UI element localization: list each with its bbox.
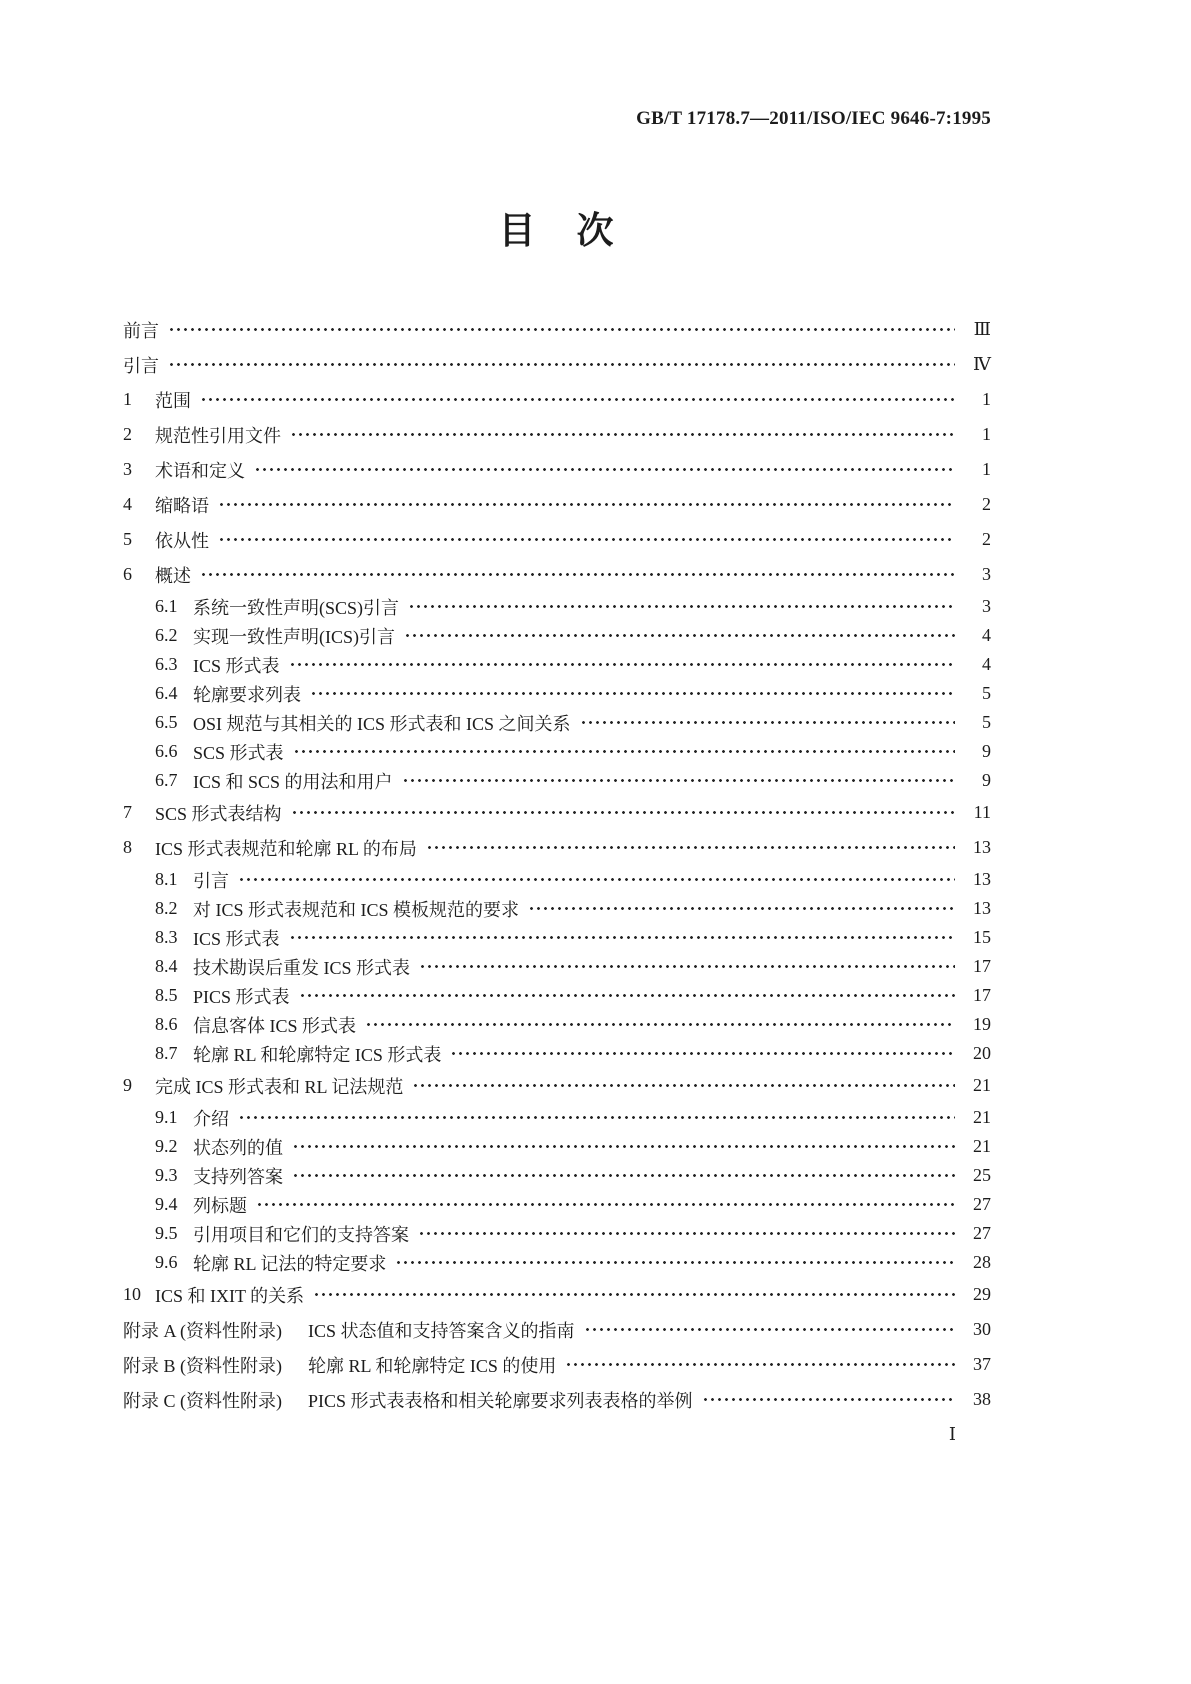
toc-leader-dots <box>580 708 955 737</box>
toc-entry-page: 30 <box>973 1319 991 1339</box>
toc-entry-page: 20 <box>973 1043 991 1063</box>
toc-leader-dots <box>419 952 955 981</box>
toc-entry-title: 缩略语 <box>155 495 209 516</box>
toc-entry-page: 21 <box>973 1107 991 1127</box>
toc-entry-number: 1 <box>123 389 132 409</box>
toc-entry <box>123 1132 991 1161</box>
toc-entry <box>123 1248 991 1277</box>
toc-entry-page: 13 <box>973 869 991 889</box>
toc-entry-title: 前言 <box>123 320 159 341</box>
toc-entry <box>123 347 991 382</box>
toc-entry-page: 28 <box>973 1252 991 1272</box>
toc-leader-dots <box>200 382 955 417</box>
toc-entry-number: 6.1 <box>155 596 178 616</box>
toc-entry-title: ICS 和 IXIT 的关系 <box>155 1285 305 1306</box>
toc-entry-number: 9.5 <box>155 1223 178 1243</box>
toc-entry-title: 引用项目和它们的支持答案 <box>193 1224 409 1245</box>
toc-entry-page: 17 <box>973 985 991 1005</box>
toc-entry <box>123 1161 991 1190</box>
toc-entry-title: 轮廓 RL 和轮廓特定 ICS 形式表 <box>193 1044 442 1065</box>
toc-entry-page: 4 <box>982 625 991 645</box>
toc-entry-page: 9 <box>982 770 991 790</box>
toc-entry-page: 1 <box>982 459 991 479</box>
toc-entry-number: 6.2 <box>155 625 178 645</box>
toc-entry-number: 6 <box>123 564 132 584</box>
toc-leader-dots <box>404 621 955 650</box>
toc-entry-number: 9.2 <box>155 1136 178 1156</box>
toc-entry-page: 19 <box>973 1014 991 1034</box>
document-header <box>123 0 991 130</box>
toc-entry <box>123 766 991 795</box>
toc-leader-dots <box>292 1161 955 1190</box>
toc-entry-title: 信息客体 ICS 形式表 <box>193 1015 357 1036</box>
toc-entry <box>123 1010 991 1039</box>
toc-entry-page: 37 <box>973 1354 991 1374</box>
toc-entry <box>123 1219 991 1248</box>
toc-entry-page: 21 <box>973 1075 991 1095</box>
toc-leader-dots <box>168 312 955 347</box>
toc-entry-title: SCS 形式表结构 <box>155 803 282 824</box>
toc-entry <box>123 621 991 650</box>
toc-entry-number: 8 <box>123 837 132 857</box>
toc-leader-dots <box>702 1382 955 1417</box>
toc-entry-number: 9.3 <box>155 1165 178 1185</box>
toc-leader-dots <box>450 1039 955 1068</box>
toc-entry-number: 8.6 <box>155 1014 178 1034</box>
toc-leader-dots <box>418 1219 955 1248</box>
toc-entry-page: 29 <box>973 1284 991 1304</box>
toc-leader-dots <box>291 795 955 830</box>
toc-entry-title: 完成 ICS 形式表和 RL 记法规范 <box>155 1076 404 1097</box>
toc-leader-dots <box>256 1190 955 1219</box>
toc-entry-title: PICS 形式表 <box>193 986 290 1007</box>
toc-entry-title: 系统一致性声明(SCS)引言 <box>193 597 400 618</box>
page-title: 目 次 <box>498 211 616 252</box>
toc-entry-title: 术语和定义 <box>155 460 245 481</box>
toc-entry-title: 依从性 <box>155 530 209 551</box>
toc-leader-dots <box>238 1103 955 1132</box>
toc-entry-number: 9.1 <box>155 1107 178 1127</box>
toc-entry-title: 状态列的值 <box>193 1137 283 1158</box>
toc-entry-page: 15 <box>973 927 991 947</box>
toc-entry <box>123 737 991 766</box>
toc-leader-dots <box>565 1347 955 1382</box>
toc-entry-title: SCS 形式表 <box>193 742 284 763</box>
toc-entry-title: 范围 <box>155 390 191 411</box>
toc-leader-dots <box>365 1010 955 1039</box>
table-of-contents <box>123 312 991 1417</box>
toc-leader-dots <box>238 865 955 894</box>
toc-entry-page: 1 <box>982 424 991 444</box>
toc-entry-title: 轮廓 RL 和轮廓特定 ICS 的使用 <box>308 1355 557 1376</box>
toc-entry <box>123 312 991 347</box>
toc-entry-number: 9 <box>123 1075 132 1095</box>
toc-leader-dots <box>402 766 955 795</box>
toc-entry-number: 2 <box>123 424 132 444</box>
toc-entry-page: 13 <box>973 837 991 857</box>
toc-entry <box>123 830 991 865</box>
toc-entry <box>123 923 991 952</box>
toc-entry-page: Ⅳ <box>973 354 991 374</box>
toc-entry <box>123 1068 991 1103</box>
toc-entry-number: 3 <box>123 459 132 479</box>
toc-entry-page: 25 <box>973 1165 991 1185</box>
toc-entry-page: 2 <box>982 529 991 549</box>
toc-leader-dots <box>218 522 955 557</box>
toc-entry-title: ICS 形式表 <box>193 655 280 676</box>
toc-entry-number: 9.4 <box>155 1194 178 1214</box>
toc-entry-title: 概述 <box>155 565 191 586</box>
toc-entry-number: 6.4 <box>155 683 178 703</box>
toc-leader-dots <box>168 347 955 382</box>
toc-entry-number: 6.3 <box>155 654 178 674</box>
toc-entry <box>123 382 991 417</box>
toc-entry <box>123 1103 991 1132</box>
toc-leader-dots <box>412 1068 955 1103</box>
toc-entry <box>123 865 991 894</box>
toc-entry-number: 10 <box>123 1284 141 1304</box>
toc-entry-number: 6.6 <box>155 741 178 761</box>
toc-entry-page: 27 <box>973 1194 991 1214</box>
toc-leader-dots <box>218 487 955 522</box>
toc-entry-title: ICS 形式表规范和轮廓 RL 的布局 <box>155 838 417 859</box>
toc-entry <box>123 894 991 923</box>
toc-entry-number: 8.5 <box>155 985 178 1005</box>
toc-entry-page: 1 <box>982 389 991 409</box>
toc-entry-number: 8.2 <box>155 898 178 918</box>
toc-entry-title: 引言 <box>123 355 159 376</box>
page-number: Ⅰ <box>948 1424 956 1444</box>
toc-entry <box>123 650 991 679</box>
toc-entry <box>123 487 991 522</box>
toc-leader-dots <box>254 452 955 487</box>
toc-leader-dots <box>310 679 955 708</box>
toc-leader-dots <box>528 894 955 923</box>
toc-entry-title: 轮廓要求列表 <box>193 684 301 705</box>
toc-leader-dots <box>426 830 955 865</box>
toc-entry-number: 7 <box>123 802 132 822</box>
toc-entry-page: 17 <box>973 956 991 976</box>
toc-entry-page: 13 <box>973 898 991 918</box>
toc-entry-page: 3 <box>982 564 991 584</box>
toc-leader-dots <box>408 592 955 621</box>
toc-entry <box>123 557 991 592</box>
toc-entry-page: 5 <box>982 683 991 703</box>
toc-leader-dots <box>292 1132 955 1161</box>
toc-entry-page: Ⅲ <box>973 319 991 339</box>
toc-entry-title: 列标题 <box>193 1195 247 1216</box>
toc-entry-title: 轮廓 RL 记法的特定要求 <box>193 1253 387 1274</box>
toc-entry-number: 8.1 <box>155 869 178 889</box>
toc-entry <box>123 795 991 830</box>
toc-entry-number: 8.7 <box>155 1043 178 1063</box>
toc-leader-dots <box>200 557 955 592</box>
toc-entry-title: OSI 规范与其相关的 ICS 形式表和 ICS 之间关系 <box>193 713 571 734</box>
toc-leader-dots <box>313 1277 955 1312</box>
toc-entry <box>123 1347 991 1382</box>
toc-entry-title: 规范性引用文件 <box>155 425 281 446</box>
toc-entry-title: 对 ICS 形式表规范和 ICS 模板规范的要求 <box>193 899 520 920</box>
toc-entry-title: 介绍 <box>193 1108 229 1129</box>
toc-leader-dots <box>299 981 955 1010</box>
toc-entry-page: 21 <box>973 1136 991 1156</box>
toc-entry-page: 9 <box>982 741 991 761</box>
toc-entry <box>123 679 991 708</box>
toc-entry-title: 实现一致性声明(ICS)引言 <box>193 626 395 647</box>
toc-entry-page: 27 <box>973 1223 991 1243</box>
toc-entry <box>123 981 991 1010</box>
toc-entry-title: PICS 形式表表格和相关轮廓要求列表表格的举例 <box>308 1390 693 1411</box>
toc-entry <box>123 592 991 621</box>
toc-leader-dots <box>584 1312 955 1347</box>
toc-entry-number: 4 <box>123 494 132 514</box>
toc-entry-number: 5 <box>123 529 132 549</box>
toc-entry-page: 2 <box>982 494 991 514</box>
toc-leader-dots <box>293 737 955 766</box>
toc-leader-dots <box>289 923 955 952</box>
toc-entry-number: 附录 C (资料性附录) <box>123 1390 282 1411</box>
toc-entry-page: 38 <box>973 1389 991 1409</box>
toc-entry-title: 技术勘误后重发 ICS 形式表 <box>193 957 411 978</box>
toc-entry <box>123 1382 991 1417</box>
toc-entry-number: 6.7 <box>155 770 178 790</box>
toc-leader-dots <box>395 1248 955 1277</box>
toc-entry-page: 4 <box>982 654 991 674</box>
toc-leader-dots <box>289 650 955 679</box>
toc-entry-page: 11 <box>973 802 991 822</box>
toc-entry-number: 6.5 <box>155 712 178 732</box>
toc-entry <box>123 452 991 487</box>
toc-entry-title: ICS 和 SCS 的用法和用户 <box>193 771 393 792</box>
toc-entry-number: 8.3 <box>155 927 178 947</box>
toc-entry-title: ICS 形式表 <box>193 928 280 949</box>
toc-entry-title: 支持列答案 <box>193 1166 283 1187</box>
standard-number: GB/T 17178.7—2011/ISO/IEC 9646-7:1995 <box>636 108 991 129</box>
toc-entry <box>123 522 991 557</box>
toc-entry-title: ICS 状态值和支持答案含义的指南 <box>308 1320 575 1341</box>
toc-entry <box>123 952 991 981</box>
toc-entry-number: 9.6 <box>155 1252 178 1272</box>
toc-entry-number: 附录 B (资料性附录) <box>123 1355 282 1376</box>
toc-leader-dots <box>290 417 955 452</box>
toc-entry <box>123 1039 991 1068</box>
toc-entry <box>123 417 991 452</box>
toc-entry-number: 8.4 <box>155 956 178 976</box>
toc-entry-number: 附录 A (资料性附录) <box>123 1320 282 1341</box>
toc-entry <box>123 1277 991 1312</box>
toc-entry <box>123 708 991 737</box>
toc-entry-page: 3 <box>982 596 991 616</box>
toc-entry <box>123 1312 991 1347</box>
toc-entry <box>123 1190 991 1219</box>
toc-entry-page: 5 <box>982 712 991 732</box>
toc-entry-title: 引言 <box>193 870 229 891</box>
